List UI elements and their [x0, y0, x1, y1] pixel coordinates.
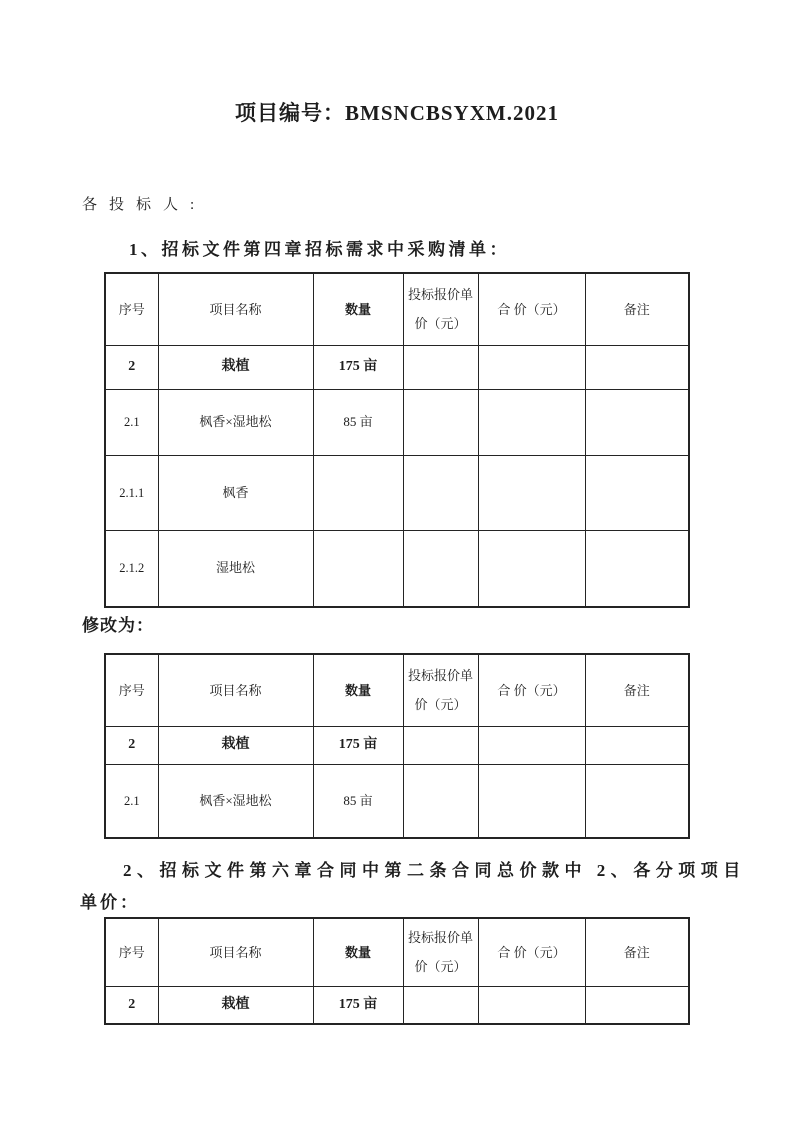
salutation-text: 各投标人: [82, 197, 207, 213]
cell-remark [585, 726, 689, 764]
cell-unit-price [403, 389, 478, 455]
cell-total-price [478, 455, 585, 530]
table-row [105, 345, 689, 389]
cell-seq: 2.1.2 [105, 530, 158, 607]
cell-remark [585, 764, 689, 838]
cell-unit-price [403, 764, 478, 838]
cell-quantity: 175 亩 [313, 986, 403, 1024]
header-cell-seq: 序号 [105, 918, 158, 986]
cell-unit-price [403, 530, 478, 607]
cell-item-name: 枫香 [158, 455, 313, 530]
table-row [105, 986, 689, 1024]
header-cell-total-price: 合 价（元） [478, 654, 585, 726]
modified-label: 修改为： [82, 616, 154, 635]
header-cell-bid-unit-price: 投标报价单价（元） [403, 918, 478, 986]
cell-item-name: 栽植 [158, 986, 313, 1024]
header-cell-total-price: 合 价（元） [478, 273, 585, 345]
cell-total-price [478, 389, 585, 455]
header-cell-bid-unit-price: 投标报价单价（元） [403, 273, 478, 345]
modified-procurement-table [104, 653, 690, 839]
cell-remark [585, 389, 689, 455]
header-cell-remark: 备注 [585, 918, 689, 986]
cell-quantity: 85 亩 [313, 764, 403, 838]
cell-total-price [478, 530, 585, 607]
table-row [105, 764, 689, 838]
table-header-row [105, 654, 689, 726]
table-row [105, 455, 689, 530]
header-cell-bid-unit-price: 投标报价单价（元） [403, 654, 478, 726]
header-cell-item-name: 项目名称 [158, 654, 313, 726]
header-cell-quantity: 数量 [313, 273, 403, 345]
header-cell-quantity: 数量 [313, 918, 403, 986]
cell-total-price [478, 986, 585, 1024]
header-cell-quantity: 数量 [313, 654, 403, 726]
cell-item-name: 栽植 [158, 345, 313, 389]
header-cell-item-name: 项目名称 [158, 273, 313, 345]
cell-total-price [478, 345, 585, 389]
cell-remark [585, 530, 689, 607]
header-cell-seq: 序号 [105, 273, 158, 345]
cell-remark [585, 986, 689, 1024]
header-cell-item-name: 项目名称 [158, 918, 313, 986]
cell-quantity [313, 530, 403, 607]
cell-unit-price [403, 455, 478, 530]
cell-item-name: 栽植 [158, 726, 313, 764]
table-header-row [105, 273, 689, 345]
cell-unit-price [403, 345, 478, 389]
section2-heading-line1: 2、招标文件第六章合同中第二条合同总价款中 2、各分项项目 [123, 861, 746, 880]
cell-remark [585, 345, 689, 389]
cell-item-name: 湿地松 [158, 530, 313, 607]
unit-price-table [104, 917, 690, 1025]
cell-quantity: 85 亩 [313, 389, 403, 455]
section1-heading: 1、招标文件第四章招标需求中采购清单： [129, 240, 510, 259]
cell-seq: 2 [105, 726, 158, 764]
header-cell-total-price: 合 价（元） [478, 918, 585, 986]
cell-unit-price [403, 726, 478, 764]
cell-seq: 2.1.1 [105, 455, 158, 530]
cell-seq: 2.1 [105, 764, 158, 838]
cell-quantity: 175 亩 [313, 345, 403, 389]
cell-total-price [478, 764, 585, 838]
header-cell-remark: 备注 [585, 273, 689, 345]
header-cell-seq: 序号 [105, 654, 158, 726]
header-cell-remark: 备注 [585, 654, 689, 726]
cell-item-name: 枫香×湿地松 [158, 389, 313, 455]
table-row [105, 530, 689, 607]
cell-unit-price [403, 986, 478, 1024]
cell-remark [585, 455, 689, 530]
table-row [105, 389, 689, 455]
cell-quantity: 175 亩 [313, 726, 403, 764]
cell-item-name: 枫香×湿地松 [158, 764, 313, 838]
cell-quantity [313, 455, 403, 530]
cell-seq: 2 [105, 986, 158, 1024]
cell-seq: 2 [105, 345, 158, 389]
original-procurement-table [104, 272, 690, 608]
cell-total-price [478, 726, 585, 764]
section2-heading-line2: 单价： [80, 893, 140, 912]
cell-seq: 2.1 [105, 389, 158, 455]
table-row [105, 726, 689, 764]
page-title: 项目编号：BMSNCBSYXM.2021 [235, 101, 559, 125]
table-header-row [105, 918, 689, 986]
